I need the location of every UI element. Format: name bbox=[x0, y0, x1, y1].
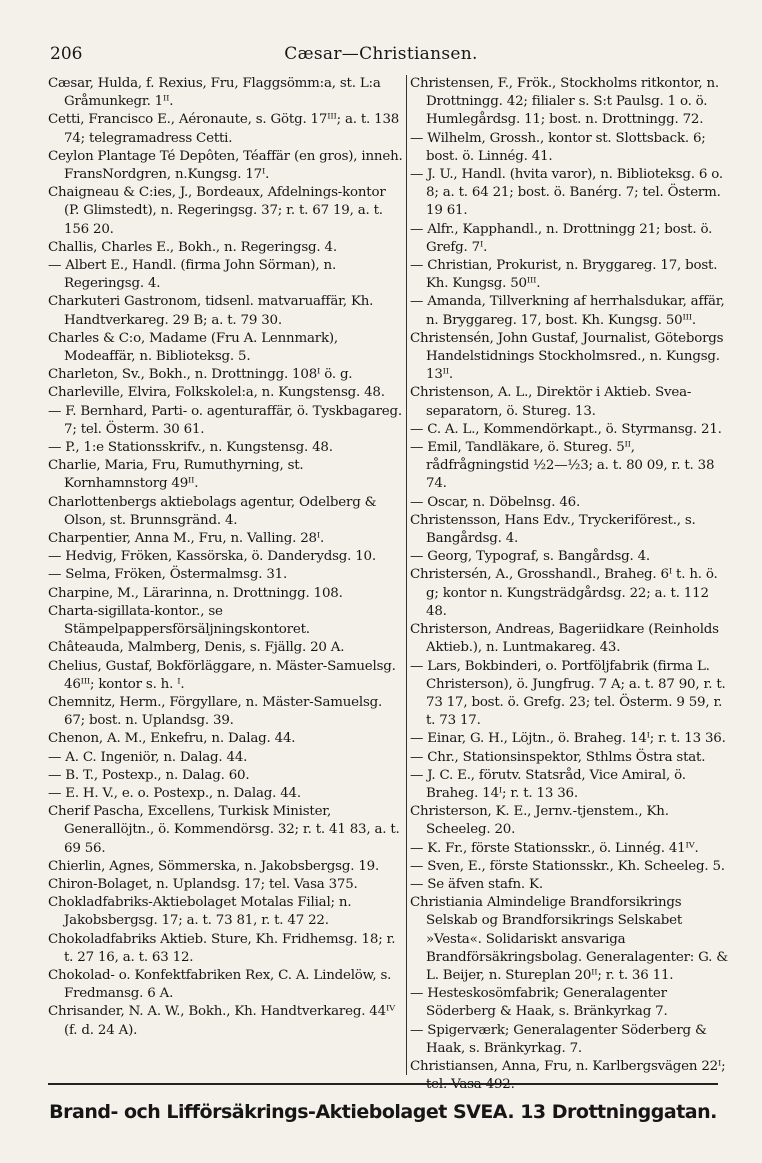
footer-rule bbox=[48, 1083, 718, 1085]
directory-entry: — Amanda, Tillverkning af herrhalsdukar, affär, n. Bryggareg. 17, bost. Kh. Kungsg. 50ᴵᴵᴵ. bbox=[410, 294, 725, 328]
directory-entry: — Hedvig, Fröken, Kassörska, ö. Danderydsg. 10. bbox=[48, 549, 376, 565]
directory-entry: Charles & C:o, Madame (Fru A. Lennmark), Modeaffär, n. Biblioteksg. 5. bbox=[48, 330, 338, 365]
left-column bbox=[48, 75, 403, 1077]
directory-entry: — E. H. V., e. o. Postexp., n. Dalag. 44. bbox=[48, 785, 301, 801]
directory-entry: Chenon, A. M., Enkefru, n. Dalag. 44. bbox=[48, 731, 296, 747]
directory-entry: — C. A. L., Kommendörkapt., ö. Styrmansg. 21. bbox=[410, 421, 722, 437]
directory-entry: Christensén, John Gustaf, Journalist, Göteborgs Handelstidnings Stockholmsred., n. Kungsg. 13ᴵᴵ. bbox=[410, 330, 724, 383]
directory-entry: Chiron-Bolaget, n. Uplandsg. 17; tel. Vasa 375. bbox=[48, 876, 358, 892]
directory-entry: — Se äfven stafn. K. bbox=[410, 876, 543, 892]
directory-entry: — A. C. Ingeniör, n. Dalag. 44. bbox=[48, 749, 248, 765]
directory-entry: Chelius, Gustaf, Bokförläggare, n. Mäster-Samuelsg. 46ᴵᴵᴵ; kontor s. h. ᴵ. bbox=[48, 658, 396, 692]
directory-entry: — Oscar, n. Döbelnsg. 46. bbox=[410, 494, 581, 510]
directory-entry: — Chr., Stationsinspektor, Sthlms Östra stat. bbox=[410, 749, 706, 765]
directory-entry: Charleton, Sv., Bokh., n. Drottningg. 108ᴵ ö. g. bbox=[48, 367, 353, 383]
directory-entry: Charlottenbergs aktiebolags agentur, Odelberg & Olson, st. Brunnsgränd. 4. bbox=[48, 494, 377, 528]
page-number: 206 bbox=[50, 44, 83, 64]
directory-entry: Charkuteri Gastronom, tidsenl. matvaruaffär, Kh. Handtverkareg. 29 B; a. t. 79 30. bbox=[48, 294, 374, 328]
directory-entry: Cæsar, Hulda, f. Rexius, Fru, Flaggsömm:a, st. L:a Gråmunkegr. 1ᴵᴵ. bbox=[48, 76, 381, 110]
directory-entry: — K. Fr., förste Stationsskr., ö. Linnég. 41ᴵⱽ. bbox=[410, 840, 699, 856]
directory-entry: Châteauda, Malmberg, Denis, s. Fjällg. 20 A. bbox=[48, 640, 345, 656]
directory-entry: — Sven, E., förste Stationsskr., Kh. Scheeleg. 5. bbox=[410, 858, 725, 874]
directory-entry: — J. U., Handl. (hvita varor), n. Biblioteksg. 6 o. 8; a. t. 64 21; bost. ö. Banérg. 7; tel. Österm. 19 61. bbox=[410, 167, 723, 219]
directory-entry: Chokladfabriks-Aktiebolaget Motalas Filial; n. Jakobsbergsg. 17; a. t. 73 81, r. t. 47 22. bbox=[48, 895, 352, 929]
directory-entry: Cetti, Francisco E., Aéronaute, s. Götg. 17ᴵᴵᴵ; a. t. 138 74; telegramadress Cetti. bbox=[48, 112, 400, 146]
directory-entry: Christenson, A. L., Direktör i Aktieb. Svea-separatorn, ö. Stureg. 13. bbox=[410, 385, 692, 419]
directory-entry: Christensson, Hans Edv., Tryckeriförest., s. Bangårdsg. 4. bbox=[410, 512, 696, 547]
directory-entry: Chokoladfabriks Aktieb. Sture, Kh. Fridhemsg. 18; r. t. 27 16, a. t. 63 12. bbox=[48, 931, 396, 965]
directory-entry: — Lars, Bokbinderi, o. Portföljfabrik (firma L. Christerson), ö. Jungfrug. 7 A; a. t. 87 90, r. t. 73 17, bost. ö. Grefg. 23; tel. Österm. 9 59, r. t. 73 17. bbox=[410, 658, 726, 729]
directory-entry: — Wilhelm, Grossh., kontor st. Slottsback. 6; bost. ö. Linnég. 41. bbox=[410, 130, 706, 164]
directory-entry: — Emil, Tandläkare, ö. Stureg. 5ᴵᴵ, rådfrågningstid ½2—½3; a. t. 80 09, r. t. 38 74. bbox=[410, 440, 715, 492]
directory-entry: Christiansen, Anna, Fru, n. Karlbergsvägen 22ᴵ; bbox=[410, 1058, 726, 1074]
directory-entry: Chemnitz, Herm., Förgyllare, n. Mäster-Samuelsg. 67; bost. n. Uplandsg. 39. bbox=[48, 694, 383, 729]
directory-entry: — Alfr., Kapphandl., n. Drottningg 21; bost. ö. Grefg. 7ᴵ. bbox=[410, 221, 713, 255]
running-title: Cæsar—Christiansen. bbox=[284, 44, 478, 64]
page-header bbox=[50, 44, 712, 68]
directory-entry: Christerson, Andreas, Bageriidkare (Reinholds Aktieb.), n. Luntmakareg. 43. bbox=[410, 622, 719, 656]
directory-entry: — B. T., Postexp., n. Dalag. 60. bbox=[48, 767, 250, 783]
directory-entry: Chrisander, N. A. W., Bokh., Kh. Handtverkareg. 44ᴵⱽ (f. d. 24 A). bbox=[48, 1004, 395, 1038]
directory-entry: Charpine, M., Lärarinna, n. Drottningg. 108. bbox=[48, 585, 343, 601]
directory-entry: Cherif Pascha, Excellens, Turkisk Minister, Generallöjtn., ö. Kommendörsg. 32; r. t. 41 83, a. t. 69 56. bbox=[48, 804, 400, 856]
directory-entry: — Albert E., Handl. (firma John Sörman), n. Regeringsg. 4. bbox=[48, 258, 337, 292]
directory-entry: Charta-sigillata-kontor., se Stämpelpappersförsäljningskontoret. bbox=[48, 603, 310, 638]
advertisement-footer: Brand- och Lifförsäkrings-Aktiebolaget SVEA. 13 Drottninggatan. bbox=[49, 1101, 717, 1123]
directory-entry: — J. C. E., förutv. Statsråd, Vice Amiral, ö. Braheg. 14ᴵ; r. t. 13 36. bbox=[410, 767, 686, 801]
directory-entry: — Hesteskosömfabrik; Generalagenter Söderberg & Haak, s. Bränkyrkag 7. bbox=[410, 986, 668, 1020]
directory-entry: Chokolad- o. Konfektfabriken Rex, C. A. Lindelöw, s. Fredmansg. 6 A. bbox=[48, 967, 392, 1002]
directory-entry: Christersén, A., Grosshandl., Braheg. 6ᴵ t. h. ö. g; kontor n. Kungsträdgårdsg. 22; a. t. 112 48. bbox=[410, 567, 718, 619]
right-column bbox=[410, 75, 728, 1077]
directory-entry: Chierlin, Agnes, Sömmerska, n. Jakobsbergsg. 19. bbox=[48, 858, 380, 874]
directory-entry: — F. Bernhard, Parti- o. agenturaffär, ö. Tyskbagareg. 7; tel. Österm. 30 61. bbox=[48, 403, 402, 437]
directory-entry: — P., 1:e Stationsskrifv., n. Kungstensg. 48. bbox=[48, 440, 333, 456]
directory-entry: Charpentier, Anna M., Fru, n. Valling. 28ᴵ. bbox=[48, 531, 325, 547]
directory-entry: Chaigneau & C:ies, J., Bordeaux, Afdelnings-kontor (P. Glimstedt), n. Regeringsg. 37; r. t. 67 19, a. t. 156 20. bbox=[48, 185, 386, 237]
directory-entry: Challis, Charles E., Bokh., n. Regeringsg. 4. bbox=[48, 239, 337, 255]
directory-entry: — Georg, Typograf, s. Bangårdsg. 4. bbox=[410, 549, 650, 565]
directory-entry: Charleville, Elvira, Folkskolel:a, n. Kungstensg. 48. bbox=[48, 385, 385, 401]
directory-entry: Charlie, Maria, Fru, Rumuthyrning, st. Kornhamnstorg 49ᴵᴵ. bbox=[48, 458, 304, 492]
directory-entry: Christiania Almindelige Brandforsikrings Selskab og Brandforsikrings Selskabet »Vesta«. Solidariskt ansvariga Brandförsäkringsbolag. Generalagenter: G. & L. Beijer, n. Stureplan 20ᴵᴵ; r. t. 36 11. bbox=[410, 895, 729, 983]
directory-columns bbox=[48, 75, 729, 1077]
directory-entry: — Einar, G. H., Löjtn., ö. Braheg. 14ᴵ; r. t. 13 36. bbox=[410, 731, 726, 747]
directory-entry: — Christian, Prokurist, n. Bryggareg. 17, bost. Kh. Kungsg. 50ᴵᴵᴵ. bbox=[410, 258, 718, 292]
directory-entry: Christerson, K. E., Jernv.-tjenstem., Kh. Scheeleg. 20. bbox=[410, 804, 669, 838]
directory-entry: Christensen, F., Frök., Stockholms ritkontor, n. Drottningg. 42; filialer s. S:t Paulsg. 1 o. ö. Humlegårdsg. 11; bost. n. Drottningg. 72. bbox=[410, 76, 719, 128]
directory-entry: — Selma, Fröken, Östermalmsg. 31. bbox=[48, 567, 288, 583]
directory-entry: — Spigerværk; Generalagenter Söderberg & Haak, s. Bränkyrkag. 7. bbox=[410, 1022, 707, 1056]
directory-entry: Ceylon Plantage Té Depôten, Téaffär (en gros), inneh. FransNordgren, n.Kungsg. 17ᴵ. bbox=[48, 148, 403, 183]
